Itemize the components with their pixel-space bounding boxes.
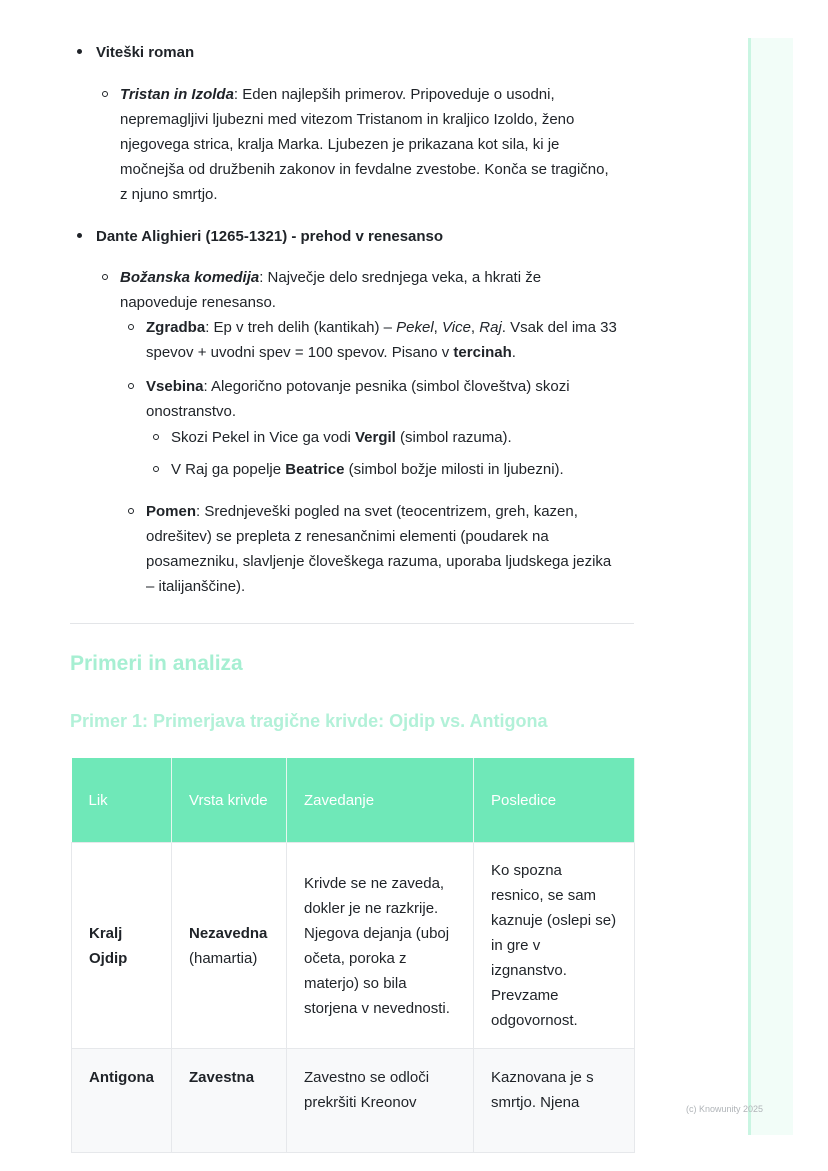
- table-row: [72, 1049, 635, 1153]
- description: : Eden najlepših primerov. Pripoveduje o usodni, nepremagljivi ljubezni med vitezom Tristanom in kraljico Izoldo, ženo njegovega strica, kralja Marka. Ljubezen je prikazana kot sila, ki je močnejša od družbenih zakonov in fevdalne zvestobe. Konča se tragično, z njuno smrtjo.: [120, 86, 609, 203]
- section-subtitle: Primer 1: Primerjava tragične krivde: Ojdip vs. Antigona: [70, 711, 548, 731]
- tercine: tercinah: [453, 344, 512, 361]
- list-item-vergil: [171, 425, 512, 450]
- text: V Raj ga popelje: [171, 461, 286, 478]
- cell-vrsta: [172, 1049, 287, 1153]
- circle-bullet-icon: [153, 466, 159, 472]
- text: (simbol božje milosti in ljubezni).: [344, 461, 564, 478]
- vrsta-note: (hamartia): [189, 949, 258, 967]
- text: . Vsak del ima 33 spevov + uvodni spev = 100 spevov. Pisano v: [146, 319, 617, 361]
- term: Božanska komedija: [120, 269, 260, 286]
- cell-lik: Kralj Ojdip: [72, 843, 172, 1049]
- section-title: Primeri in analiza: [70, 652, 243, 675]
- text: Skozi Pekel in Vice ga vodi: [171, 429, 355, 446]
- description: : Alegorično potovanje pesnika (simbol človeštva) skozi onostranstvo.: [146, 378, 570, 420]
- cell-vrsta: [172, 843, 287, 1049]
- cell-posledice: Kaznovana je s smrtjo. Njena: [474, 1049, 635, 1153]
- list-item-beatrice: [171, 457, 564, 482]
- bullet-icon: [77, 49, 82, 54]
- text: (simbol razuma).: [395, 429, 512, 446]
- vrsta-label: Nezavedna: [189, 924, 268, 942]
- term: Zgradba: [146, 319, 206, 336]
- list-item-bozanska: [120, 265, 590, 315]
- description: : Srednjeveški pogled na svet (teocentrizem, greh, kazen, odrešitev) se prepleta z renesančnimi elementi (poudarek na posamezniku, slavljenje človeškega razuma, uporaba ljudskega jezika – italijanščine).: [146, 503, 612, 595]
- text: ,: [470, 319, 480, 336]
- list-item-dante: Dante Alighieri (1265-1321) - prehod v renesanso: [96, 228, 444, 245]
- text: ,: [433, 319, 442, 336]
- side-panel: [748, 38, 793, 1135]
- list-item-tristan: [120, 82, 620, 207]
- term: Vergil: [355, 429, 396, 446]
- footer-copyright: (c) Knowunity 2025: [686, 1104, 764, 1114]
- term: Pomen: [146, 503, 197, 520]
- header-posledice: Posledice: [474, 758, 635, 843]
- circle-bullet-icon: [102, 91, 108, 97]
- cell-zavedanje: Krivde se ne zaveda, dokler je ne razkrije. Njegova dejanja (uboj očeta, poroka z materjo) so bila storjena v nevednosti.: [287, 843, 474, 1049]
- term: Tristan in Izolda: [120, 86, 234, 103]
- circle-bullet-icon: [128, 383, 134, 389]
- text: : Ep v treh delih (kantikah) –: [205, 319, 397, 336]
- term: Vsebina: [146, 378, 204, 395]
- pekel: Pekel: [396, 319, 434, 336]
- cell-zavedanje: Zavestno se odloči prekršiti Kreonov: [287, 1049, 474, 1153]
- circle-bullet-icon: [102, 274, 108, 280]
- circle-bullet-icon: [128, 324, 134, 330]
- circle-bullet-icon: [128, 508, 134, 514]
- comparison-table: [71, 758, 635, 1153]
- cell-posledice: Ko spozna resnico, se sam kaznuje (oslepi se) in gre v izgnanstvo. Prevzame odgovornost.: [474, 843, 635, 1049]
- vice: Vice: [442, 319, 471, 336]
- circle-bullet-icon: [153, 434, 159, 440]
- header-vrsta: Vrsta krivde: [172, 758, 287, 843]
- bullet-icon: [77, 233, 82, 238]
- cell-lik: Antigona: [72, 1049, 172, 1153]
- header-lik: Lik: [72, 758, 172, 843]
- list-item-pomen: [146, 499, 616, 599]
- header-zavedanje: Zavedanje: [287, 758, 474, 843]
- term: Beatrice: [285, 461, 345, 478]
- text: .: [511, 344, 516, 361]
- table-row: [72, 843, 635, 1049]
- list-item-vsebina: [146, 374, 616, 424]
- list-item-viteski: Viteški roman: [96, 44, 195, 61]
- divider: [70, 623, 634, 624]
- list-item-zgradba: [146, 315, 631, 365]
- description: : Največje delo srednjega veka, a hkrati že napoveduje renesanso.: [120, 269, 542, 311]
- raj: Raj: [479, 319, 502, 336]
- table-header-row: [72, 758, 635, 843]
- vrsta-label: Zavestna: [189, 1069, 255, 1086]
